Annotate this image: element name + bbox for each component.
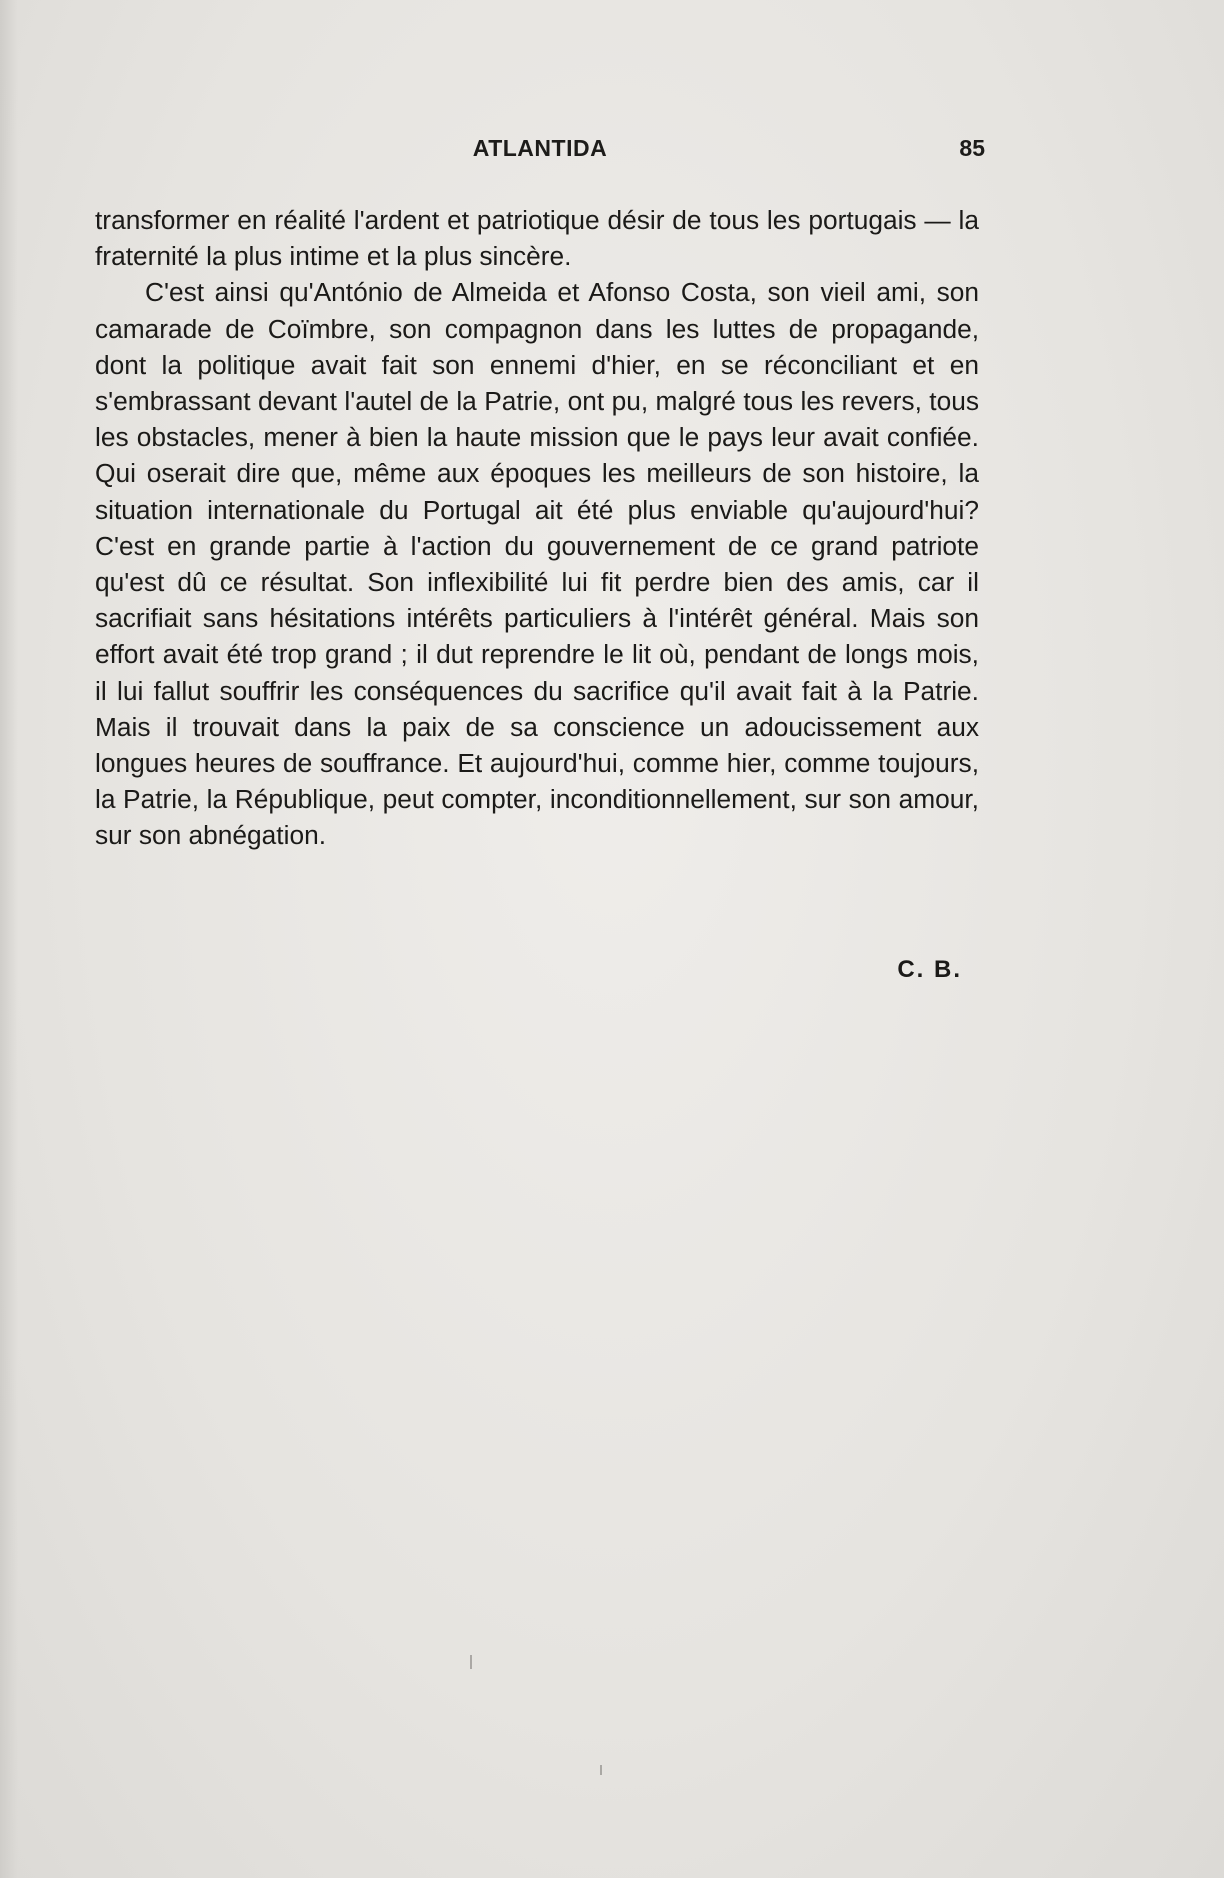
paper-speck [470, 1655, 472, 1669]
signature: C. B. [897, 956, 962, 983]
page-edge-shadow [0, 0, 18, 1878]
paper-speck [600, 1765, 602, 1775]
page-header [95, 135, 985, 169]
running-title: ATLANTIDA [472, 135, 608, 161]
body-text [95, 202, 979, 854]
page-number: 85 [959, 135, 985, 161]
paragraph-2: C'est ainsi qu'António de Almeida et Afonso Costa, son vieil ami, son camarade de Coïmbre, son compagnon dans les luttes de propagande, dont la politique avait fait son ennemi d'hier, en se réconciliant et en s'embrassant devant l'autel de la Patrie, ont pu, malgré tous les revers, tous les obstacles, mener à bien la haute mission que le pays leur avait confiée. Qui oserait dire que, même aux époques les meilleurs de son histoire, la situation internationale du Portugal ait été plus enviable qu'aujourd'hui? C'est en grande partie à l'action du gouvernement de ce grand patriote qu'est dû ce résultat. Son inflexibilité lui fit perdre bien des amis, car il sacrifiait sans hésitations intérêts particuliers à l'intérêt général. Mais son effort avait été trop grand ; il dut reprendre le lit où, pendant de longs mois, il lui fallut souffrir les conséquences du sacrifice qu'il avait fait à la Patrie. Mais il trouvait dans la paix de sa conscience un adoucissement aux longues heures de souffrance. Et aujourd'hui, comme hier, comme toujours, la Patrie, la République, peut compter, inconditionnellement, sur son amour, sur son abnégation. [95, 277, 979, 851]
paragraph-1: transformer en réalité l'ardent et patriotique désir de tous les portugais — la fraternité la plus intime et la plus sincère. [95, 205, 979, 272]
